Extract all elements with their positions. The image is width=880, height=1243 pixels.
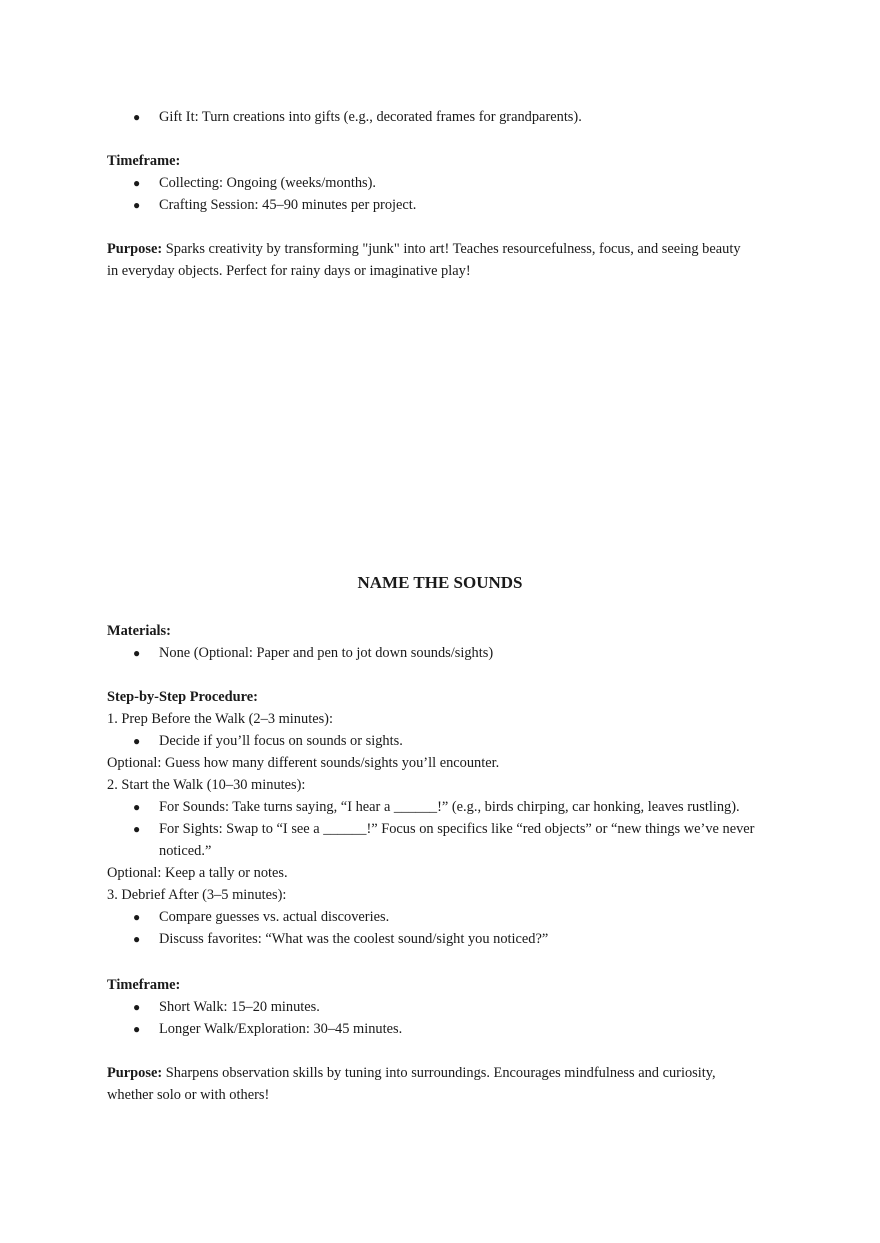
procedure-heading: Step-by-Step Procedure: bbox=[107, 689, 258, 705]
bullet-icon: ● bbox=[133, 1000, 141, 1014]
materials-section bbox=[107, 620, 767, 664]
bullet-icon: ● bbox=[133, 646, 141, 660]
bullet-icon: ● bbox=[133, 822, 141, 836]
purpose-paragraph bbox=[107, 1062, 747, 1106]
list-item-text: Discuss favorites: “What was the coolest sound/sight you noticed?” bbox=[159, 931, 549, 947]
timeframe-heading: Timeframe: bbox=[107, 153, 181, 169]
gift-it-block bbox=[107, 106, 767, 128]
list-item bbox=[107, 818, 759, 862]
timeframe-section-2 bbox=[107, 974, 767, 1040]
step-heading: 3. Debrief After (3–5 minutes): bbox=[107, 887, 287, 903]
purpose-paragraph bbox=[107, 238, 747, 282]
bullet-icon: ● bbox=[133, 1022, 141, 1036]
list-item-text: Short Walk: 15–20 minutes. bbox=[159, 999, 320, 1015]
bullet-icon: ● bbox=[133, 800, 141, 814]
list-item bbox=[107, 642, 767, 664]
bullet-icon: ● bbox=[133, 198, 141, 212]
list-item-text: Gift It: Turn creations into gifts (e.g., decorated frames for grandparents). bbox=[159, 109, 582, 125]
step-heading: 2. Start the Walk (10–30 minutes): bbox=[107, 777, 306, 793]
list-item-text: Longer Walk/Exploration: 30–45 minutes. bbox=[159, 1021, 403, 1037]
bullet-icon: ● bbox=[133, 910, 141, 924]
optional-note: Optional: Keep a tally or notes. bbox=[107, 865, 288, 881]
list-item bbox=[107, 996, 767, 1018]
list-item-text: Crafting Session: 45–90 minutes per project. bbox=[159, 197, 417, 213]
timeframe-section-1 bbox=[107, 150, 767, 216]
list-item bbox=[107, 172, 767, 194]
list-item-text: None (Optional: Paper and pen to jot down sounds/sights) bbox=[159, 645, 494, 661]
optional-note: Optional: Guess how many different sounds/sights you’ll encounter. bbox=[107, 755, 500, 771]
procedure-section bbox=[107, 686, 767, 950]
purpose-text: Sparks creativity by transforming "junk" into art! Teaches resourcefulness, focus, and seeing beauty in everyday objects. Perfect for rainy days or imaginative play! bbox=[107, 241, 741, 279]
list-item bbox=[107, 1018, 767, 1040]
step-heading: 1. Prep Before the Walk (2–3 minutes): bbox=[107, 711, 333, 727]
purpose-section-2 bbox=[107, 1062, 767, 1106]
section-title: NAME THE SOUNDS bbox=[357, 573, 523, 592]
list-item-text: Collecting: Ongoing (weeks/months). bbox=[159, 175, 377, 191]
bullet-icon: ● bbox=[133, 932, 141, 946]
bullet-icon: ● bbox=[133, 176, 141, 190]
list-item bbox=[107, 194, 767, 216]
purpose-label: Purpose: bbox=[107, 1065, 163, 1081]
materials-heading: Materials: bbox=[107, 623, 171, 639]
timeframe-heading: Timeframe: bbox=[107, 977, 181, 993]
list-item bbox=[107, 106, 767, 128]
list-item-text: For Sounds: Take turns saying, “I hear a ______!” (e.g., birds chirping, car honking, leaves rustling). bbox=[159, 799, 740, 815]
list-item bbox=[107, 730, 767, 752]
purpose-label: Purpose: bbox=[107, 241, 163, 257]
purpose-text: Sharpens observation skills by tuning into surroundings. Encourages mindfulness and curiosity, whether solo or with others! bbox=[107, 1065, 716, 1103]
list-item bbox=[107, 906, 767, 928]
bullet-icon: ● bbox=[133, 734, 141, 748]
list-item-text: Decide if you’ll focus on sounds or sights. bbox=[159, 733, 403, 749]
bullet-icon: ● bbox=[133, 110, 141, 124]
list-item bbox=[107, 928, 767, 950]
list-item-text: Compare guesses vs. actual discoveries. bbox=[159, 909, 390, 925]
list-item-text: For Sights: Swap to “I see a ______!” Focus on specifics like “red objects” or “new things we’ve never noticed.” bbox=[159, 821, 755, 859]
purpose-section-1 bbox=[107, 238, 767, 282]
list-item bbox=[107, 796, 767, 818]
